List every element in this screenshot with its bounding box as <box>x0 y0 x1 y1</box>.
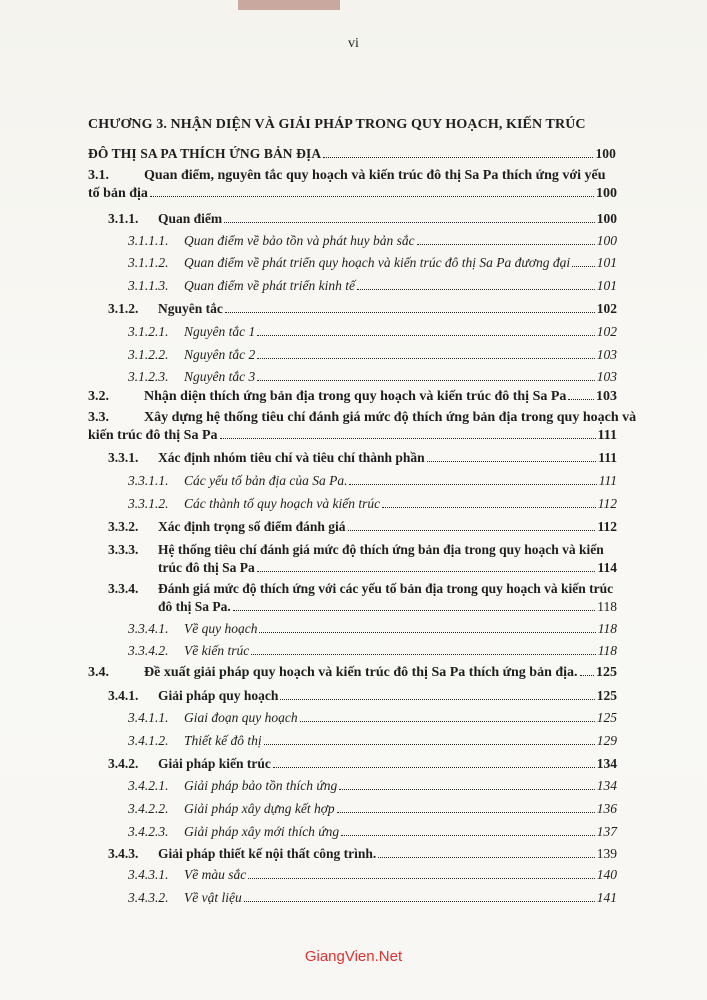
toc-title: Các yếu tố bản địa của Sa Pa. <box>184 473 348 488</box>
leader-dots <box>264 744 595 745</box>
toc-entry-3-1-2-1[interactable] <box>128 323 617 341</box>
toc-entry-3-4-2-2[interactable] <box>128 800 617 818</box>
toc-entry-3-4-3-2[interactable] <box>128 889 617 907</box>
toc-page: 125 <box>596 710 617 725</box>
toc-page: 141 <box>596 890 617 905</box>
leader-dots <box>580 675 594 676</box>
leader-dots <box>337 812 595 813</box>
toc-entry-3-3-2[interactable] <box>108 518 617 536</box>
toc-number: 3.1.1. <box>108 211 139 226</box>
toc-page: 100 <box>596 186 617 201</box>
toc-entry-3-3-4-1[interactable] <box>128 620 617 638</box>
leader-dots <box>323 157 593 158</box>
chapter-title-line2-row <box>88 142 616 166</box>
toc-title: Giai đoạn quy hoạch <box>184 710 298 725</box>
toc-number: 3.1.1.2. <box>128 255 169 270</box>
toc-number: 3.4.3.2. <box>128 890 169 905</box>
leader-dots <box>357 289 595 290</box>
toc-entry-3-1-1-2[interactable] <box>128 254 617 272</box>
toc-page: 103 <box>596 389 617 404</box>
toc-entry-3-3-1-2[interactable] <box>128 495 617 513</box>
toc-title-cont: kiến trúc đô thị Sa Pa <box>88 428 218 443</box>
leader-dots <box>572 266 595 267</box>
toc-page: 101 <box>596 255 617 270</box>
toc-title: Về quy hoạch <box>184 621 258 636</box>
toc-number: 3.3.1. <box>108 450 139 465</box>
toc-page: 118 <box>597 599 617 614</box>
toc-entry-3-1-2-3[interactable] <box>128 368 617 386</box>
toc-number: 3.3.3. <box>108 542 139 557</box>
toc-number: 3.3. <box>88 410 109 425</box>
toc-number: 3.1.1.3. <box>128 278 169 293</box>
toc-page: 100 <box>596 233 617 248</box>
toc-entry-line2 <box>108 559 617 577</box>
toc-entry-3-3-1-1[interactable] <box>128 472 617 490</box>
toc-entry-3-4-1-2[interactable] <box>128 732 617 750</box>
leader-dots <box>251 654 596 655</box>
toc-entry-3-3-1[interactable] <box>108 449 617 467</box>
toc-title-cont: trúc đô thị Sa Pa <box>158 560 255 575</box>
toc-page: 112 <box>597 519 617 534</box>
toc-number: 3.4.3. <box>108 846 139 861</box>
toc-page: 111 <box>597 428 617 443</box>
toc-title: Thiết kế đô thị <box>184 733 262 748</box>
toc-number: 3.4. <box>88 665 109 680</box>
toc-title: Về vật liệu <box>184 890 242 905</box>
toc-page: 129 <box>596 733 617 748</box>
toc-entry-line2 <box>108 598 617 616</box>
toc-title: Giải pháp xây mới thích ứng <box>184 824 340 839</box>
leader-dots <box>427 461 597 462</box>
leader-dots <box>382 507 596 508</box>
toc-page: 118 <box>597 621 617 636</box>
toc-page: 125 <box>596 665 617 680</box>
toc-page: 136 <box>596 801 617 816</box>
toc-title: Nguyên tắc 3 <box>184 369 256 384</box>
leader-dots <box>348 530 596 531</box>
toc-page: 134 <box>596 778 617 793</box>
toc-title: Nguyên tắc 2 <box>184 347 256 362</box>
toc-entry-3-3[interactable] <box>88 409 637 445</box>
toc-title: Đánh giá mức độ thích ứng với các yếu tố bản địa trong quy hoạch và kiến trúc <box>158 581 614 596</box>
toc-number: 3.1. <box>88 168 109 183</box>
toc-number: 3.3.4. <box>108 581 139 596</box>
toc-entry-3-4-1[interactable] <box>108 687 617 705</box>
leader-dots <box>257 358 595 359</box>
toc-entry-3-3-4[interactable] <box>108 580 617 616</box>
toc-title: Nguyên tắc 1 <box>184 324 256 339</box>
toc-page: 137 <box>596 824 617 839</box>
leader-dots <box>225 312 595 313</box>
toc-title: Về kiến trúc <box>184 643 250 658</box>
toc-entry-3-1-2[interactable] <box>108 300 617 318</box>
toc-title: Xác định nhóm tiêu chí và tiêu chí thành phần <box>158 450 425 465</box>
toc-page: 100 <box>596 211 617 226</box>
toc-number: 3.1.2. <box>108 301 139 316</box>
toc-number: 3.1.2.1. <box>128 324 169 339</box>
toc-title: Nguyên tắc <box>158 301 223 316</box>
toc-page: 118 <box>597 643 617 658</box>
leader-dots <box>224 222 595 223</box>
toc-page: 114 <box>597 560 617 575</box>
toc-title: Về màu sắc <box>184 867 247 882</box>
watermark-text[interactable]: GiangVien.Net <box>304 948 403 965</box>
toc-number: 3.4.3.1. <box>128 867 169 882</box>
toc-entry-line2 <box>88 427 617 445</box>
leader-dots <box>233 610 595 611</box>
toc-title: Giải pháp bảo tồn thích ứng <box>184 778 338 793</box>
toc-entry-line1 <box>88 167 617 185</box>
leader-dots <box>280 699 594 700</box>
toc-entry-3-4-1-1[interactable] <box>128 709 617 727</box>
chapter-title-line2: ĐÔ THỊ SA PA THÍCH ỨNG BẢN ĐỊA <box>88 146 322 161</box>
leader-dots <box>349 484 596 485</box>
toc-title: Giải pháp thiết kế nội thất công trình. <box>158 846 377 861</box>
toc-number: 3.1.1.1. <box>128 233 169 248</box>
top-edge-mark <box>238 0 340 10</box>
toc-title: Xác định trọng số điểm đánh giá <box>158 519 346 534</box>
leader-dots <box>341 835 595 836</box>
toc-title: Đề xuất giải pháp quy hoạch và kiến trúc đô thị Sa Pa thích ứng bản địa. <box>144 665 578 680</box>
toc-title: Quan điểm <box>158 211 223 226</box>
toc-entry-3-1-2-2[interactable] <box>128 346 617 364</box>
toc-number: 3.4.1. <box>108 688 139 703</box>
toc-entry-3-2[interactable] <box>88 388 617 406</box>
chapter-title-line1: CHƯƠNG 3. NHẬN DIỆN VÀ GIẢI PHÁP TRONG QUY HOẠCH, KIẾN TRÚC <box>88 117 586 132</box>
toc-entry-3-1[interactable] <box>88 167 617 203</box>
toc-page: 111 <box>598 473 617 488</box>
leader-dots <box>378 857 594 858</box>
leader-dots <box>257 380 595 381</box>
toc-entry-line1 <box>108 580 617 598</box>
toc-title: Nhận diện thích ứng bản địa trong quy hoạch và kiến trúc đô thị Sa Pa <box>144 389 567 404</box>
toc-title: Giải pháp kiến trúc <box>158 756 271 771</box>
leader-dots <box>248 878 595 879</box>
leader-dots <box>150 196 594 197</box>
toc-entry-3-4-2-3[interactable] <box>128 823 617 841</box>
toc-entry-3-4-2[interactable] <box>108 755 617 773</box>
leader-dots <box>244 901 595 902</box>
toc-title: Xây dựng hệ thống tiêu chí đánh giá mức độ thích ứng bản địa trong quy hoạch và <box>144 410 637 425</box>
toc-number: 3.1.2.3. <box>128 369 169 384</box>
toc-number: 3.1.2.2. <box>128 347 169 362</box>
toc-title: Giải pháp xây dựng kết hợp <box>184 801 335 816</box>
toc-title: Quan điểm về bảo tồn và phát huy bản sắc <box>184 233 415 248</box>
toc-page: 134 <box>596 756 617 771</box>
toc-entry-line1 <box>108 541 617 559</box>
toc-title: Quan điểm về phát triển kinh tế <box>184 278 355 293</box>
toc-title: Giải pháp quy hoạch <box>158 688 279 703</box>
leader-dots <box>417 244 595 245</box>
toc-page: 102 <box>596 324 617 339</box>
leader-dots <box>257 571 596 572</box>
toc-entry-3-4-3-1[interactable] <box>128 866 617 884</box>
toc-entry-3-3-4-2[interactable] <box>128 642 617 660</box>
toc-number: 3.4.1.2. <box>128 733 169 748</box>
leader-dots <box>568 399 594 400</box>
toc-entry-3-1-1-1[interactable] <box>128 232 617 250</box>
toc-entry-3-4-2-1[interactable] <box>128 777 617 795</box>
toc-number: 3.3.1.1. <box>128 473 169 488</box>
toc-number: 3.3.1.2. <box>128 496 169 511</box>
leader-dots <box>259 632 595 633</box>
toc-number: 3.4.2.1. <box>128 778 169 793</box>
leader-dots <box>257 335 595 336</box>
toc-page: 112 <box>597 496 617 511</box>
toc-title: Các thành tố quy hoạch và kiến trúc <box>184 496 381 511</box>
toc-title: Hệ thống tiêu chí đánh giá mức độ thích ứng bản địa trong quy hoạch và kiến <box>158 542 604 557</box>
page-number: vi <box>348 36 359 51</box>
toc-number: 3.4.2.3. <box>128 824 169 839</box>
toc-title: Quan điểm về phát triển quy hoạch và kiến trúc đô thị Sa Pa đương đại <box>184 255 571 270</box>
toc-page: 103 <box>596 347 617 362</box>
toc-page: 140 <box>596 867 617 882</box>
toc-entry-3-1-1[interactable] <box>108 210 617 228</box>
toc-number: 3.4.2.2. <box>128 801 169 816</box>
toc-entry-line1 <box>88 409 637 427</box>
toc-title-cont: đô thị Sa Pa. <box>158 599 231 614</box>
toc-entry-3-3-3[interactable] <box>108 541 617 577</box>
toc-page: 102 <box>596 301 617 316</box>
toc-entry-line2 <box>88 185 617 203</box>
toc-entry-3-1-1-3[interactable] <box>128 277 617 295</box>
toc-number: 3.3.2. <box>108 519 139 534</box>
leader-dots <box>339 789 595 790</box>
chapter-page: 100 <box>595 146 616 161</box>
toc-entry-3-4[interactable] <box>88 664 617 682</box>
toc-number: 3.3.4.1. <box>128 621 169 636</box>
leader-dots <box>220 438 596 439</box>
toc-page: 111 <box>598 450 617 465</box>
toc-page: 125 <box>596 688 617 703</box>
toc-number: 3.3.4.2. <box>128 643 169 658</box>
toc-entry-3-4-3[interactable] <box>108 845 617 863</box>
toc-number: 3.4.1.1. <box>128 710 169 725</box>
toc-title-cont: tố bản địa <box>88 186 148 201</box>
toc-title: Quan điểm, nguyên tắc quy hoạch và kiến trúc đô thị Sa Pa thích ứng với yếu <box>144 168 606 183</box>
leader-dots <box>300 721 595 722</box>
leader-dots <box>273 767 595 768</box>
chapter-heading[interactable] <box>88 112 616 166</box>
toc-page: 103 <box>596 369 617 384</box>
toc-number: 3.4.2. <box>108 756 139 771</box>
toc-page: 101 <box>596 278 617 293</box>
toc-page: 139 <box>596 846 617 861</box>
toc-number: 3.2. <box>88 389 109 404</box>
